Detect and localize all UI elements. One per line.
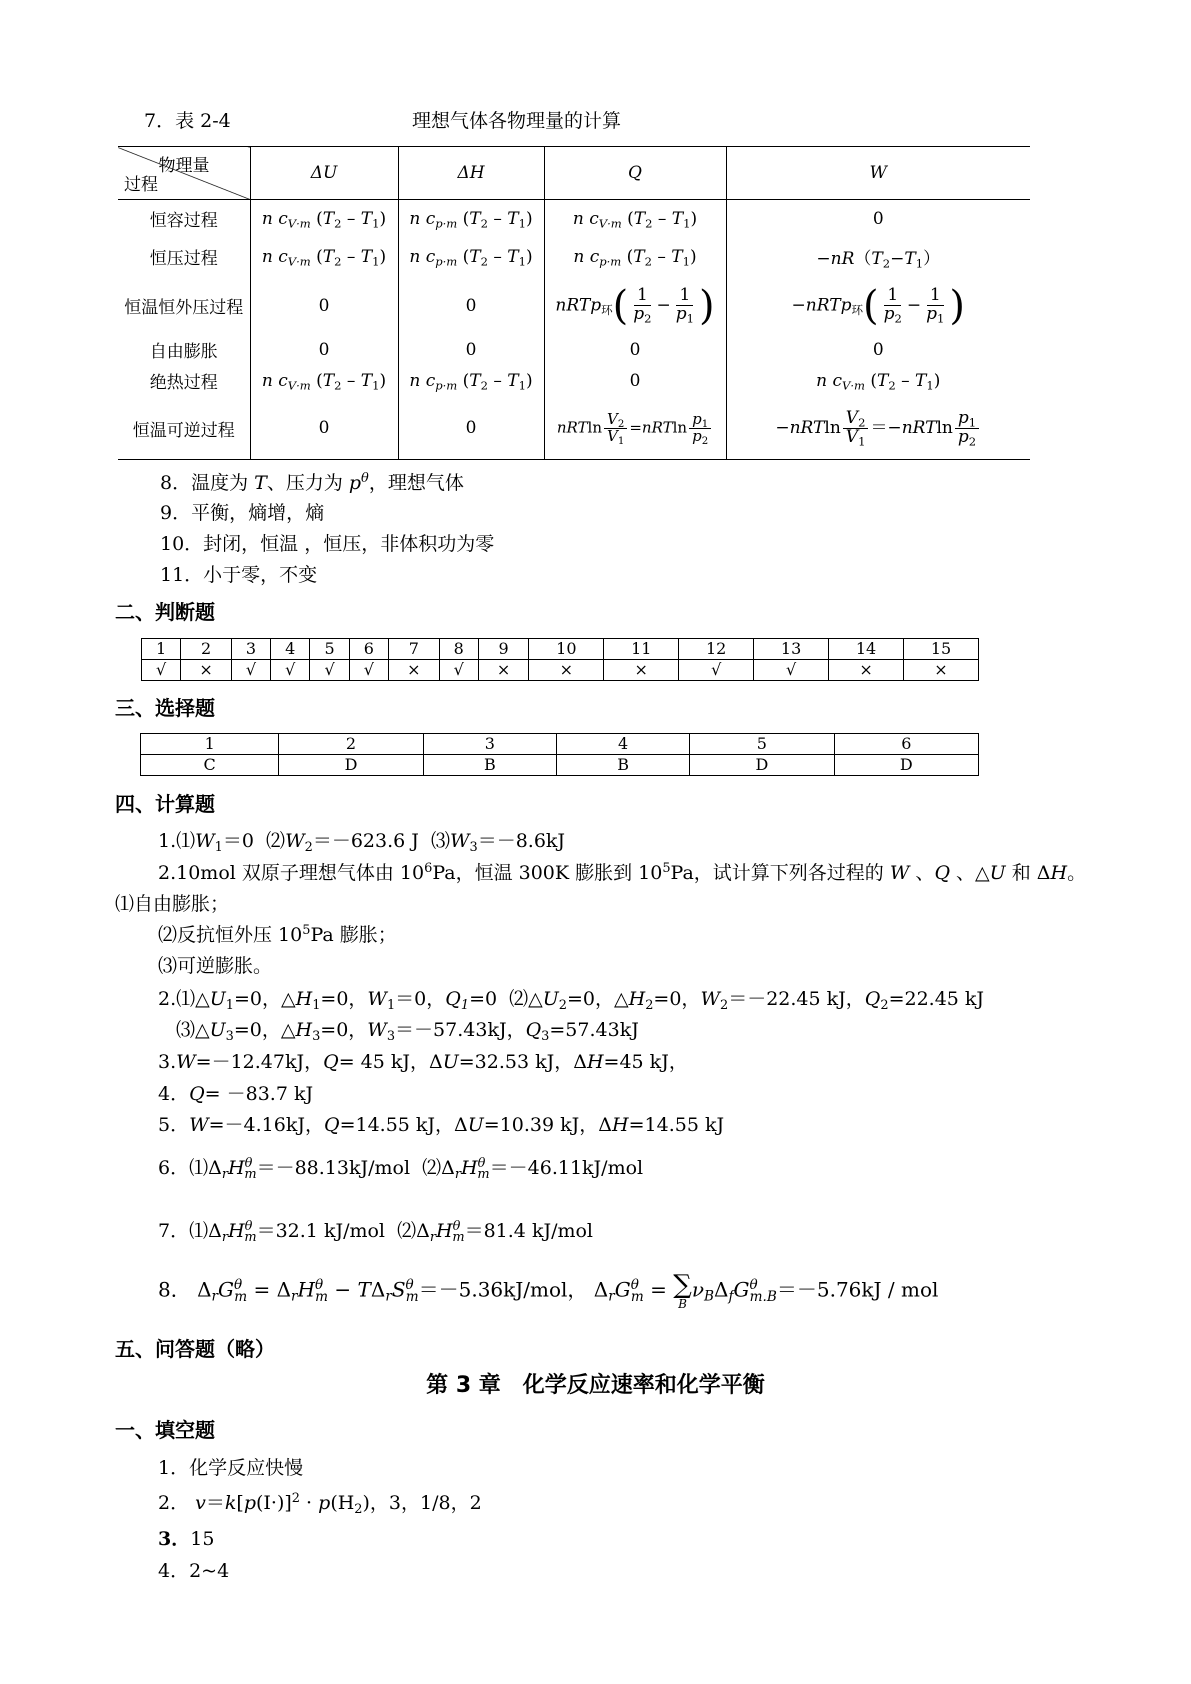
calc-line-12: 7．$⑴\Delta_rH^\theta_m=32.1$ kJ/mol $⑵\Delta_rH^\theta_m=81.4$ kJ/mol [158, 1218, 594, 1245]
judgement-number-cell: 15 [903, 639, 978, 660]
chapter-title: 第 3 章 化学反应速率和化学平衡 [426, 1373, 765, 1398]
judgement-answer-cell: × [604, 660, 679, 681]
section-calc-title: 四、计算题 [115, 792, 215, 816]
delta-h-cell: 0 [398, 336, 544, 364]
table-row [118, 276, 1030, 336]
choice-answer-cell: C [141, 755, 279, 776]
table-header-row [118, 147, 1030, 200]
delta-u-cell: 0 [250, 398, 398, 460]
section-qa-title: 五、问答题（略） [115, 1337, 275, 1361]
w-cell: n $c_{V\cdot m}$ $(T_2 - T_1)$ [816, 370, 941, 392]
ch3-answer-1: 1．化学反应快慢 [158, 1457, 304, 1479]
choice-number-cell: 6 [834, 734, 978, 755]
table-row [118, 398, 1030, 460]
physical-quantity-table [118, 146, 1030, 460]
judgement-answer-cell: × [181, 660, 232, 681]
delta-u-cell: n $c_{V\cdot m}$ $(T_2 - T_1)$ [250, 200, 398, 238]
delta-u-cell: 0 [250, 336, 398, 364]
process-cell: 恒温恒外压过程 [118, 276, 250, 336]
delta-h-cell: n $c_{p\cdot m}$ $(T_2 - T_1)$ [398, 200, 544, 238]
judgement-number-cell: 1 [142, 639, 181, 660]
diagonal-header-cell [118, 147, 250, 200]
judgement-number-cell: 12 [679, 639, 754, 660]
judgement-number-cell: 2 [181, 639, 232, 660]
calc-line-7: $⑶\triangle U_3=0$，$\triangle H_3=0$，$W_3=-57.43kJ$，$Q_3=57.43kJ$ [176, 1019, 639, 1044]
q-cell: nRTp$_环$( $\frac{1}{p_2}$ − $\frac{1}{p_1}$ ) [544, 276, 726, 336]
w-cell: 0 [872, 339, 884, 360]
table-number: 7．表 2-4 [144, 110, 231, 132]
q-cell: 0 [544, 336, 726, 364]
judgement-number-cell: 6 [349, 639, 388, 660]
answer-10: 10．封闭，恒温 ，恒压，非体积功为零 [160, 533, 495, 555]
calc-line-10: 5．W=－4.16kJ，Q=14.55 kJ，ΔU=10.39 kJ，ΔH=14.55 kJ [158, 1114, 725, 1136]
calc-line-5: ⑶可逆膨胀。 [158, 955, 273, 977]
table-row [118, 238, 1030, 276]
header-w: W [726, 147, 1030, 200]
calc-line-6: $2.⑴\triangle U_1=0$，$\triangle H_1=0$，$W_1=0$，$Q_1=0$ $⑵\triangle U_2=0$，$\triangle H_2=0$，$W_2=-22.45$ kJ，$Q_2=22.45$ kJ [158, 988, 985, 1013]
judgement-number-cell: 14 [829, 639, 904, 660]
fill-blank-title: 一、填空题 [115, 1418, 215, 1442]
ch3-answer-3: 3．15 [158, 1528, 215, 1550]
calc-line-2: 2.10mol 双原子理想气体由 $10^6Pa$，恒温 300K 膨胀到 $10^5Pa$，试计算下列各过程的 W 、Q 、△U 和 ΔH。 [158, 860, 1087, 884]
process-cell: 恒温可逆过程 [118, 398, 250, 460]
calc-line-4: ⑵反抗恒外压 $10^5Pa$ 膨胀； [158, 922, 397, 946]
delta-u-cell: 0 [250, 276, 398, 336]
choice-answer-cell: D [279, 755, 423, 776]
ch3-answer-4: 4．2~4 [158, 1560, 230, 1582]
header-delta-u: ΔU [250, 147, 398, 200]
section-choice-title: 三、选择题 [115, 696, 215, 720]
section-judgement-title: 二、判断题 [115, 600, 215, 624]
w-cell: −nRTp$_环$( $\frac{1}{p_2}$ − $\frac{1}{p_1}$ ) [791, 282, 965, 329]
process-cell: 恒压过程 [118, 238, 250, 276]
judgement-number-cell: 3 [231, 639, 270, 660]
choice-answer-cell: B [423, 755, 556, 776]
delta-u-cell: n $c_{V\cdot m}$ $(T_2 - T_1)$ [250, 238, 398, 276]
judgement-answer-cell: × [903, 660, 978, 681]
judgement-number-cell: 11 [604, 639, 679, 660]
delta-u-cell: n $c_{V\cdot m}$ $(T_2 - T_1)$ [250, 364, 398, 398]
process-cell: 绝热过程 [118, 364, 250, 398]
choice-number-cell: 3 [423, 734, 556, 755]
delta-h-cell: 0 [398, 398, 544, 460]
judgement-answer-cell: √ [754, 660, 829, 681]
choice-answer-cell: D [834, 755, 978, 776]
answer-8: 8．温度为 T、压力为 $p^\theta$，理想气体 [160, 470, 464, 494]
judgement-answer-cell: √ [142, 660, 181, 681]
choice-number-cell: 4 [556, 734, 689, 755]
choice-answer-cell: B [556, 755, 689, 776]
judgement-number-cell: 5 [310, 639, 349, 660]
table-title: 理想气体各物理量的计算 [412, 110, 622, 132]
header-quantity-label: 物理量 [158, 156, 210, 176]
calc-line-13: 8． $\Delta_rG^\theta_m = \Delta_rH^\theta_m - T\Delta_rS^\theta_m=-5.36kJ/mol$， $\Delta_rG^\theta_m$ = ∑ B $\nu_B\Delta_fG^\theta_{m.B}=-5.76kJ$ / mol [158, 1270, 939, 1311]
table-row [118, 364, 1030, 398]
q-cell: 0 [544, 364, 726, 398]
judgement-answer-cell: √ [310, 660, 349, 681]
calc-line-9: 4．Q= －83.7 kJ [158, 1083, 314, 1105]
judgement-answer-cell: √ [679, 660, 754, 681]
delta-h-cell: 0 [398, 276, 544, 336]
delta-h-cell: n $c_{p\cdot m}$ $(T_2 - T_1)$ [398, 364, 544, 398]
calc-line-1: $1.⑴W_1=0$ $⑵W_2=-623.6$ J $⑶W_3=-8.6kJ$ [158, 830, 566, 855]
judgement-number-cell: 7 [389, 639, 440, 660]
judgement-answer-cell: √ [271, 660, 310, 681]
judgement-number-cell: 4 [271, 639, 310, 660]
judgement-answer-cell: × [829, 660, 904, 681]
calc-line-8: 3.W=－12.47kJ，Q= 45 kJ，ΔU=32.53 kJ，ΔH=45 kJ， [158, 1051, 688, 1073]
judgement-answer-table [141, 638, 979, 681]
calc-line-11: 6．$⑴\Delta_rH^\theta_m=-88.13kJ$/mol $⑵\Delta_rH^\theta_m=-46.11kJ$/mol [158, 1155, 644, 1182]
w-cell: −nRTln $\frac{V_2}{V_1}$ ＝−nRTln $\frac{p_1}{p_2}$ [726, 398, 1030, 460]
table-row [118, 200, 1030, 238]
judgement-number-cell: 10 [529, 639, 604, 660]
w-cell: $-nR(T_2-T_1)$ [816, 249, 941, 271]
judgement-answer-cell: × [529, 660, 604, 681]
calc-line-3: ⑴自由膨胀； [115, 893, 230, 915]
choice-answer-table [140, 733, 979, 776]
q-cell: n $c_{p\cdot m}$ $(T_2 - T_1)$ [544, 238, 726, 276]
choice-number-cell: 1 [141, 734, 279, 755]
header-delta-h: ΔH [398, 147, 544, 200]
judgement-number-cell: 13 [754, 639, 829, 660]
judgement-answer-cell: × [478, 660, 529, 681]
choice-number-cell: 5 [690, 734, 834, 755]
process-cell: 自由膨胀 [118, 336, 250, 364]
choice-number-cell: 2 [279, 734, 423, 755]
judgement-answer-cell: √ [439, 660, 478, 681]
table-row [118, 336, 1030, 364]
header-q: Q [544, 147, 726, 200]
delta-h-cell: n $c_{p\cdot m}$ $(T_2 - T_1)$ [398, 238, 544, 276]
judgement-answer-cell: √ [231, 660, 270, 681]
header-process-label: 过程 [124, 175, 158, 195]
judgement-number-cell: 8 [439, 639, 478, 660]
ch3-answer-2: 2． $v=k[p(I\cdot)]^2 \cdot p(H_2)$，3，1/8，2 [158, 1490, 482, 1517]
answer-11: 11．小于零，不变 [160, 564, 318, 586]
w-cell: 0 [872, 208, 884, 229]
answer-9: 9．平衡，熵增，熵 [160, 502, 325, 524]
q-cell: nRTln $\frac{V_2}{V_1}$ =nRTln $\frac{p_1}{p_2}$ [544, 398, 726, 460]
judgement-number-cell: 9 [478, 639, 529, 660]
judgement-answer-cell: × [389, 660, 440, 681]
choice-answer-cell: D [690, 755, 834, 776]
process-cell: 恒容过程 [118, 200, 250, 238]
q-cell: n $c_{V\cdot m}$ $(T_2 - T_1)$ [544, 200, 726, 238]
judgement-answer-cell: √ [349, 660, 388, 681]
